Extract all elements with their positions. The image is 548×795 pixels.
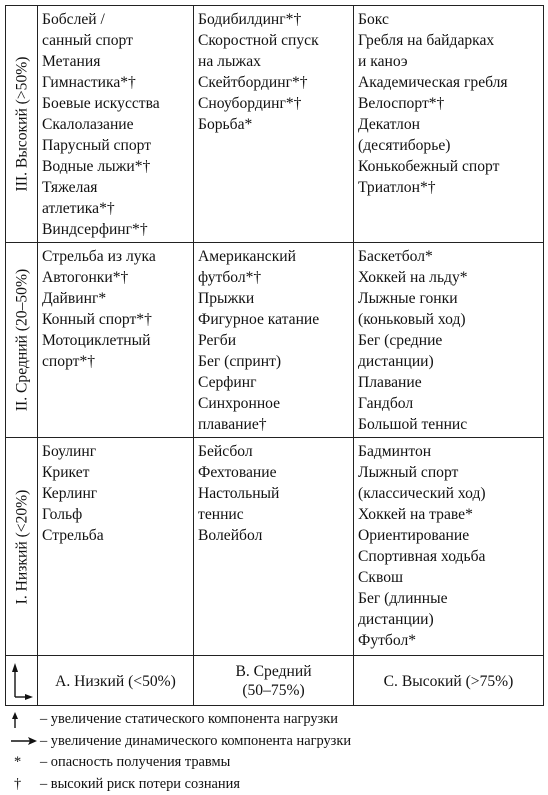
axes-arrows-icon [6,656,38,706]
sport-line: Гольф [42,504,189,525]
sport-line: Серфинг [198,372,349,393]
sport-line: и каноэ [358,51,539,72]
sport-line: Бейсбол [198,441,349,462]
cell-high-low [38,6,194,243]
sport-line: Футбол* [358,630,539,651]
row-label-low [6,438,38,656]
sport-line: Скейтбординг*† [198,72,349,93]
legend-syncope [10,774,540,795]
cell-high-medium [194,6,354,243]
sport-line: Регби [198,330,349,351]
sport-line: Боевые искусства [42,93,189,114]
sport-line: Лыжные гонки [358,288,539,309]
sport-line: Бег (спринт) [198,351,349,372]
sport-line: Сквош [358,567,539,588]
sport-line: Хоккей на траве* [358,504,539,525]
row-high-static [6,6,544,243]
row-label-high [6,6,38,243]
cell-medium-medium [194,243,354,438]
legend [10,709,540,795]
sport-line: Фехтование [198,462,349,483]
sport-line: Прыжки [198,288,349,309]
sport-line: Бег (длинные [358,588,539,609]
sport-line: Керлинг [42,483,189,504]
sport-line: дистанции) [358,609,539,630]
legend-static-text: – увеличение статического компонента нагрузки [40,709,338,731]
sport-line: Сноубординг*† [198,93,349,114]
sport-line: Плавание [358,372,539,393]
sport-line: Бадминтон [358,441,539,462]
column-header-row [6,656,544,706]
sport-line: Парусный спорт [42,135,189,156]
sport-line: Спортивная ходьба [358,546,539,567]
row-low-static [6,438,544,656]
legend-dynamic-text: – увеличение динамического компонента нагрузки [40,731,351,753]
sport-line: Скалолазание [42,114,189,135]
legend-star-text: – опасность получения травмы [40,752,230,774]
sport-line: Хоккей на льду* [358,267,539,288]
cell-low-high [354,438,544,656]
sport-line: Автогонки*† [42,267,189,288]
cell-high-high [354,6,544,243]
sport-line: санный спорт [42,30,189,51]
sports-classification-table [5,5,544,706]
legend-static [10,709,540,731]
sport-line: Гребля на байдарках [358,30,539,51]
sport-line: атлетика*† [42,198,189,219]
sport-line: Бобслей / [42,9,189,30]
sport-line: Велоспорт*† [358,93,539,114]
sport-line: Синхронное [198,393,349,414]
row-label-text: II. Средний (20–50%) [11,269,32,411]
cell-medium-high [354,243,544,438]
sport-line: Водные лыжи*† [42,156,189,177]
column-header-low: А. Низкий (<50%) [38,656,194,706]
cell-low-medium [194,438,354,656]
sport-line: Американский [198,246,349,267]
legend-star-symbol: * [10,752,40,774]
sport-line: Волейбол [198,525,349,546]
sport-line: Бодибилдинг*† [198,9,349,30]
sport-line: Конькобежный спорт [358,156,539,177]
sport-line: Большой теннис [358,414,539,435]
row-label-text: III. Высокий (>50%) [11,57,32,192]
sport-line: Гандбол [358,393,539,414]
sport-line: Скоростной спуск [198,30,349,51]
sport-line: Ориентирование [358,525,539,546]
column-header-high: С. Высокий (>75%) [354,656,544,706]
sport-line: Академическая гребля [358,72,539,93]
legend-dagger-text: – высокий риск потери сознания [40,774,240,795]
legend-dynamic [10,731,540,753]
sport-line: Мотоциклетный [42,330,189,351]
sport-line: Стрельба из лука [42,246,189,267]
legend-injury [10,752,540,774]
sport-line: Баскетбол* [358,246,539,267]
sport-line: Настольный [198,483,349,504]
sport-line: Гимнастика*† [42,72,189,93]
row-label-text: I. Низкий (<20%) [11,489,32,604]
sport-line: дистанции) [358,351,539,372]
sport-line: Крикет [42,462,189,483]
arrow-up-icon [10,711,40,729]
sport-line: футбол*† [198,267,349,288]
sport-line: спорт*† [42,351,189,372]
sport-line: Триатлон*† [358,177,539,198]
sport-line: Виндсерфинг*† [42,219,189,240]
sport-line: теннис [198,504,349,525]
sport-line: Борьба* [198,114,349,135]
sport-line: Метания [42,51,189,72]
sport-line: Лыжный спорт [358,462,539,483]
cell-medium-low [38,243,194,438]
column-header-medium: В. Средний (50–75%) [194,656,354,706]
row-medium-static [6,243,544,438]
legend-dagger-symbol: † [10,774,40,795]
sport-line: Дайвинг* [42,288,189,309]
sport-line: (коньковый ход) [358,309,539,330]
sport-line: (классический ход) [358,483,539,504]
sport-line: Декатлон [358,114,539,135]
sport-line: плавание† [198,414,349,435]
row-label-medium [6,243,38,438]
sport-line: Тяжелая [42,177,189,198]
sport-line: Бокс [358,9,539,30]
sport-line: Боулинг [42,441,189,462]
cell-low-low [38,438,194,656]
sport-line: Конный спорт*† [42,309,189,330]
arrow-right-icon [10,735,40,747]
sport-line: (десятиборье) [358,135,539,156]
sport-line: Стрельба [42,525,189,546]
sport-line: на лыжах [198,51,349,72]
sport-line: Бег (средние [358,330,539,351]
sport-line: Фигурное катание [198,309,349,330]
